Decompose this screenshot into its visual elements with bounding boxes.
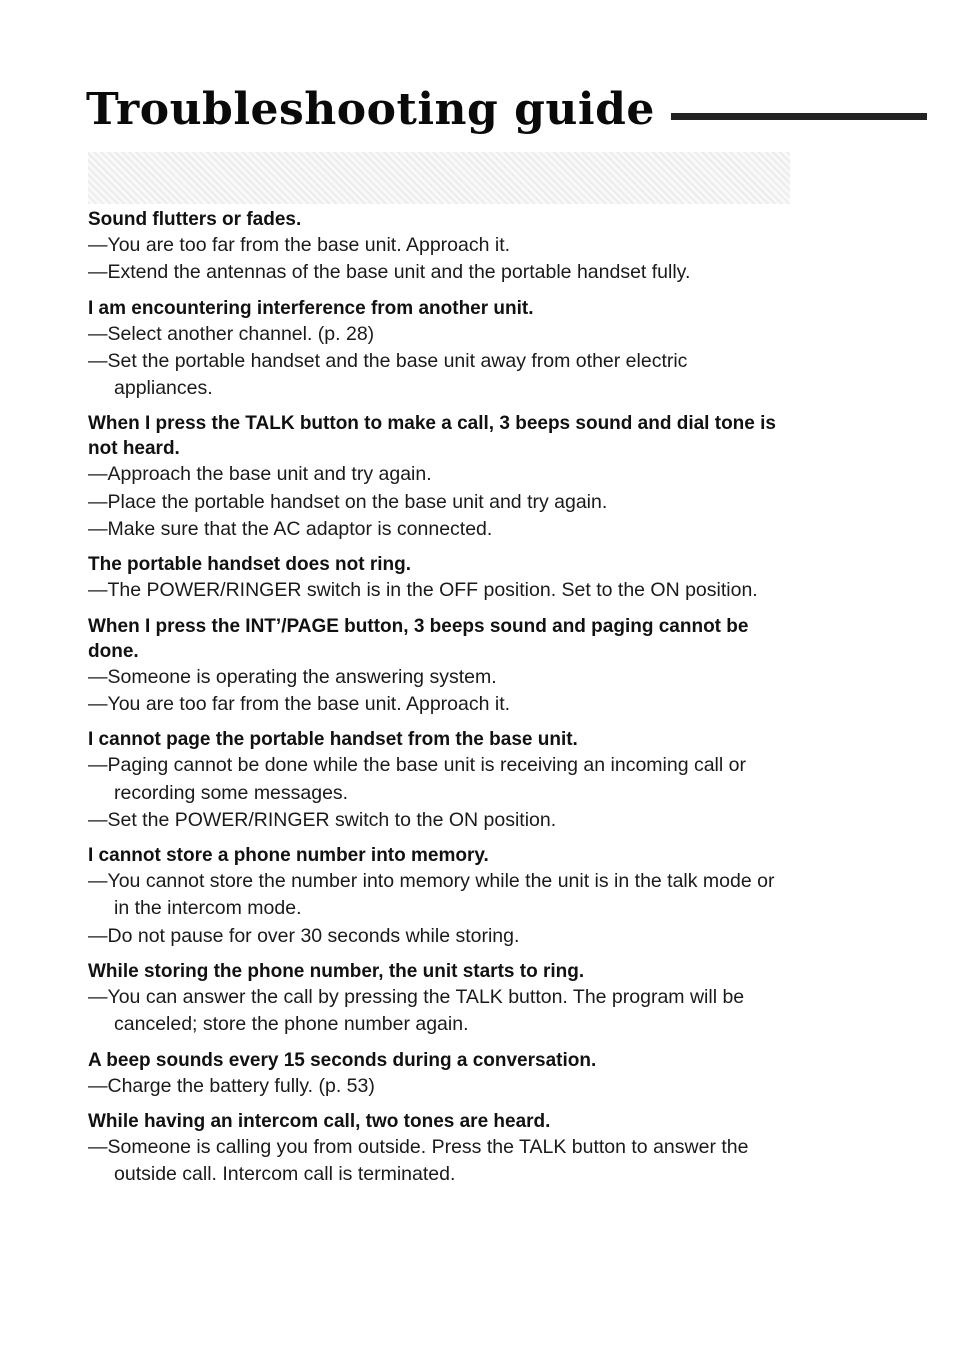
solution-line: —Approach the base unit and try again. (88, 463, 432, 486)
list-item (88, 207, 788, 287)
problem-heading: I cannot page the portable handset from the base unit. (88, 729, 578, 751)
title-row (86, 84, 927, 135)
problem-heading: While storing the phone number, the unit starts to ring. (88, 961, 585, 983)
solution-line: —Make sure that the AC adaptor is connected. (88, 518, 493, 541)
solution-line: —Set the POWER/RINGER switch to the ON position. (88, 808, 557, 831)
problem-heading: A beep sounds every 15 seconds during a conversation. (88, 1049, 597, 1071)
solution-line: —Paging cannot be done while the base unit is receiving an incoming call or recording some messages. (88, 754, 746, 804)
solution-line: —You are too far from the base unit. Approach it. (88, 234, 511, 256)
problem-heading: Sound flutters or fades. (88, 209, 302, 230)
solution-line: —You cannot store the number into memory while the unit is in the talk mode or in the intercom mode. (88, 870, 775, 920)
solution-line: —Someone is calling you from outside. Press the TALK button to answer the outside call. Intercom call is terminated. (88, 1135, 749, 1186)
header-banner (88, 152, 790, 204)
problem-heading: I cannot store a phone number into memory. (88, 845, 489, 867)
page-title: Troubleshooting guide (86, 84, 655, 135)
problem-heading: While having an intercom call, two tones are heard. (88, 1110, 551, 1132)
solution-line: —Someone is operating the answering system. (88, 665, 497, 688)
solution-line: —The POWER/RINGER switch is in the OFF position. Set to the ON position. (88, 579, 758, 602)
list-item (88, 959, 788, 1039)
solution-line: —You are too far from the base unit. Approach it. (88, 692, 511, 715)
problem-heading: When I press the INT’/PAGE button, 3 beeps sound and paging cannot be done. (88, 615, 749, 662)
solution-line: —Extend the antennas of the base unit and the portable handset fully. (88, 261, 691, 284)
solution-line: —Charge the battery fully. (p. 53) (88, 1074, 375, 1097)
solution-line: —Place the portable handset on the base unit and try again. (88, 490, 608, 513)
problem-heading: The portable handset does not ring. (88, 554, 412, 576)
troubleshooting-list (88, 207, 788, 1198)
list-item (88, 614, 788, 719)
list-item (88, 1109, 788, 1189)
list-item (88, 552, 788, 604)
problem-heading: I am encountering interference from another unit. (88, 297, 534, 319)
solution-line: —Do not pause for over 30 seconds while storing. (88, 924, 520, 947)
list-item (88, 1048, 788, 1100)
solution-line: —Select another channel. (p. 28) (88, 322, 375, 345)
list-item (88, 411, 788, 543)
list-item (88, 843, 788, 950)
title-rule (671, 113, 927, 120)
solution-line: —You can answer the call by pressing the TALK button. The program will be canceled; store the phone number again. (88, 986, 745, 1036)
list-item (88, 727, 788, 834)
solution-line: —Set the portable handset and the base unit away from other electric appliances. (88, 349, 688, 400)
list-item (88, 296, 788, 403)
problem-heading: When I press the TALK button to make a call, 3 beeps sound and dial tone is not heard. (88, 413, 776, 460)
